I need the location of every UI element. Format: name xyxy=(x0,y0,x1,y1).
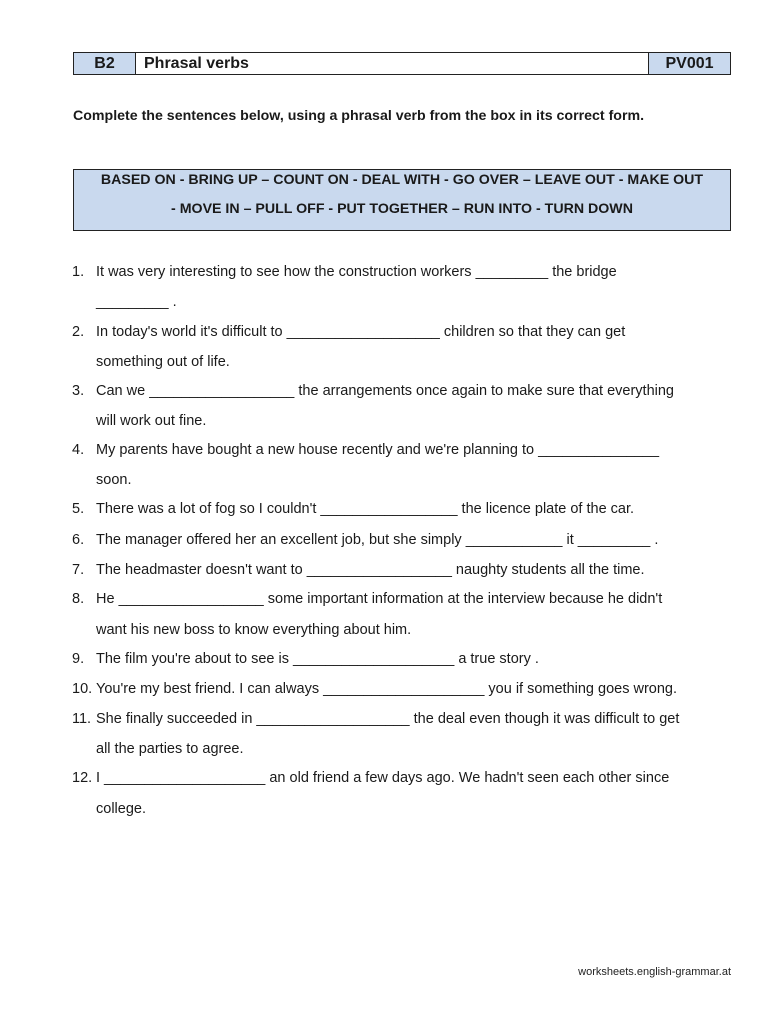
word-box-line-1: BASED ON - BRING UP – COUNT ON - DEAL WITH - GO OVER – LEAVE OUT - MAKE OUT xyxy=(100,172,704,188)
question-text: You're my best friend. I can always ____________________ you if something goes wrong. xyxy=(96,681,678,697)
question-text: The manager offered her an excellent job, but she simply ____________ it _________ . xyxy=(96,532,659,548)
question-number: 5. xyxy=(72,501,85,517)
question-number: 3. xyxy=(72,383,85,399)
instructions: Complete the sentences below, using a phrasal verb from the box in its correct form. xyxy=(73,108,645,124)
footer-source: worksheets.english-grammar.at xyxy=(578,966,731,978)
question-text: He __________________ some important information at the interview because he didn't xyxy=(96,591,663,607)
question-number: 10. xyxy=(72,681,93,697)
question-number: 7. xyxy=(72,562,85,578)
word-box-line-2: - MOVE IN – PULL OFF - PUT TOGETHER – RUN INTO - TURN DOWN xyxy=(171,201,633,217)
question-text: something out of life. xyxy=(96,354,230,370)
question-text: The film you're about to see is ____________________ a true story . xyxy=(96,651,539,667)
question-number: 1. xyxy=(72,264,85,280)
question-text: _________ . xyxy=(96,294,177,310)
worksheet-title: Phrasal verbs xyxy=(136,53,649,74)
question-text: will work out fine. xyxy=(96,413,207,429)
question-text: soon. xyxy=(96,472,132,488)
question-text: all the parties to agree. xyxy=(96,741,244,757)
question-text: The headmaster doesn't want to __________________ naughty students all the time. xyxy=(96,562,645,578)
question-number: 2. xyxy=(72,324,85,340)
level-label: B2 xyxy=(74,53,136,74)
question-number: 12. xyxy=(72,770,93,786)
question-text: college. xyxy=(96,801,146,817)
question-text: My parents have bought a new house recently and we're planning to _______________ xyxy=(96,442,660,458)
question-text: I ____________________ an old friend a few days ago. We hadn't seen each other since xyxy=(96,770,670,786)
question-number: 11. xyxy=(72,711,92,727)
question-text: She finally succeeded in ___________________ the deal even though it was difficult to get xyxy=(96,711,680,727)
question-text: want his new boss to know everything about him. xyxy=(96,622,412,638)
question-text: In today's world it's difficult to ___________________ children so that they can get xyxy=(96,324,626,340)
question-number: 8. xyxy=(72,591,85,607)
question-text: There was a lot of fog so I couldn't _________________ the licence plate of the car. xyxy=(96,501,635,517)
worksheet-code: PV001 xyxy=(649,53,730,74)
question-text: It was very interesting to see how the construction workers _________ the bridge xyxy=(96,264,617,280)
question-number: 6. xyxy=(72,532,85,548)
question-number: 9. xyxy=(72,651,85,667)
question-number: 4. xyxy=(72,442,85,458)
question-text: Can we __________________ the arrangements once again to make sure that everything xyxy=(96,383,674,399)
